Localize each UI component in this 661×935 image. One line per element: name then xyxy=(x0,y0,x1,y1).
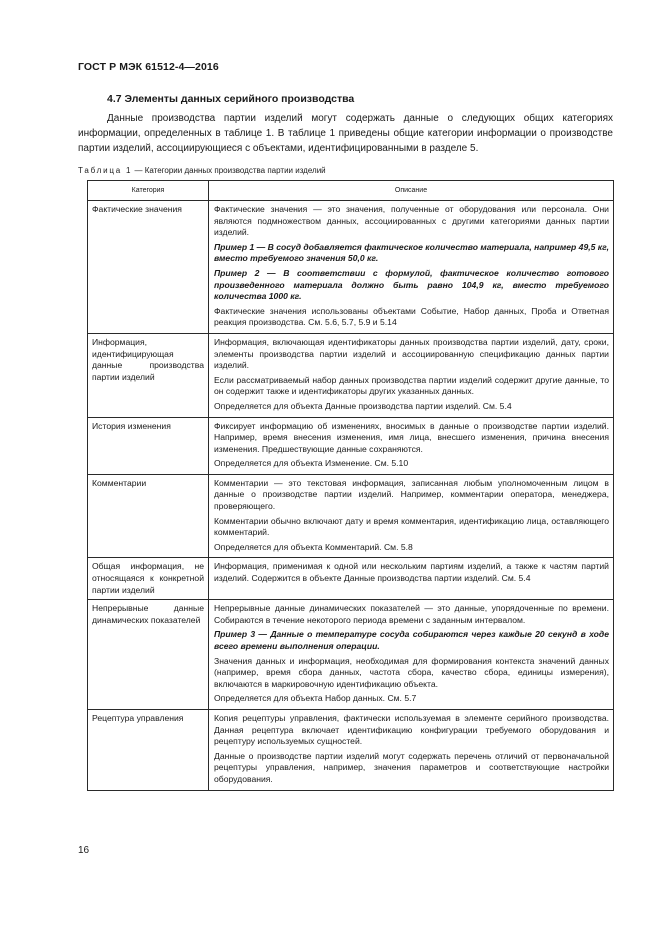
description-paragraph: Информация, включающая идентификаторы данных производства партии изделий, дату, сроки, элементы производства партии изделий и ассоциированную спецификацию данных партии изделий. xyxy=(214,336,609,371)
table-header-row xyxy=(88,181,614,201)
description-cell xyxy=(209,474,614,558)
description-paragraph: Определяется для объекта Изменение. См. 5.10 xyxy=(214,458,409,469)
table-row xyxy=(88,600,614,710)
category-cell: Рецептура управления xyxy=(88,709,209,790)
description-paragraph: Непрерывные данные динамических показателей — это данные, упорядоченные по времени. Собираются в течение некоторого периода времени с заданным интервалом. xyxy=(214,603,609,625)
table-caption-label: Таблица 1 xyxy=(78,166,133,175)
description-paragraph: Определяется для объекта Набор данных. См. 5.7 xyxy=(214,693,417,704)
description-paragraph: Комментарии — это текстовая информация, записанная любым уполномоченным лицом в данные о производстве партии изделий. Например, комментарии оператора, менеджера, проверяющего. xyxy=(214,477,609,512)
description-cell xyxy=(209,600,614,710)
table-row xyxy=(88,201,614,334)
data-categories-table xyxy=(87,180,614,791)
example-paragraph: Пример 1 — В сосуд добавляется фактическое количество материала, например 49,5 кг, вместо требуемого значения 50,0 кг. xyxy=(214,241,609,264)
category-cell: История изменения xyxy=(88,417,209,474)
description-paragraph: Копия рецептуры управления, фактически используемая в элементе серийного производства. Данная рецептура включает идентификацию конфигурации требуемого оборудования и рецептуру используемых сущностей. xyxy=(214,712,609,747)
description-paragraph: Фактические значения — это значения, полученные от оборудования или персонала. Они являются подмножеством данных, ассоциированных с другими категориями данных партии изделий. xyxy=(214,204,609,238)
example-paragraph: Пример 2 — В соответствии с формулой, фактическое количество готового произведенного материала должно быть равно 104,9 кг, вместо требуемого количества 1000 кг. xyxy=(214,267,609,302)
description-paragraph: Фактические значения использованы объектами Событие, Набор данных, Проба и Ответная реакция производства. См. 5.6, 5.7, 5.9 и 5.14 xyxy=(214,305,609,328)
table-row xyxy=(88,709,614,790)
table-row xyxy=(88,333,614,417)
description-cell xyxy=(209,558,614,600)
category-cell: Общая информация, не относящаяся к конкретной партии изделий xyxy=(88,558,209,600)
description-paragraph: Значения данных и информация, необходимая для формирования контекста значений данных (например, время сбора данных, частота сбора, качество сбора, единицы измерения), включаются в маркировочную идентификацию объекта. xyxy=(214,655,609,689)
description-cell xyxy=(209,333,614,417)
document-header: ГОСТ Р МЭК 61512-4—2016 xyxy=(78,61,219,73)
description-cell xyxy=(209,201,614,334)
description-paragraph: Информация, применимая к одной или нескольким партиям изделий, а также к частям партий изделий. Содержится в объекте Данные производства партии изделий. См. 5.4 xyxy=(214,561,609,584)
section-title: 4.7 Элементы данных серийного производства xyxy=(107,93,355,105)
description-paragraph: Комментарии обычно включают дату и время комментария, идентификацию лица, оставляющего комментарий. xyxy=(214,515,609,538)
category-cell: Комментарии xyxy=(88,474,209,558)
table-row xyxy=(88,417,614,474)
example-paragraph: Пример 3 — Данные о температуре сосуда собираются через каждые 20 секунд в ходе всего времени выполнения операции. xyxy=(214,629,609,651)
table-row xyxy=(88,558,614,600)
section-intro-paragraph: Данные производства партии изделий могут содержать данные о следующих общих категориях информации, определенных в таблице 1. В таблице 1 приведены общие категории информации о производстве партии изделий, ассоциирующиеся с объектами, идентифицированными в разделе 5. xyxy=(78,113,613,154)
description-cell xyxy=(209,417,614,474)
category-cell: Информация, идентифицирующая данные производства партии изделий xyxy=(88,333,209,417)
table-caption xyxy=(78,166,326,175)
description-paragraph: Если рассматриваемый набор данных производства партии изделий содержит другие данные, то он содержит также и идентификаторы других указанных данных. xyxy=(214,374,609,397)
column-header-category: Категория xyxy=(88,181,209,201)
description-paragraph: Данные о производстве партии изделий могут содержать перечень отличий от первоначальной рецептуры управления, например, значения параметров и соответствующие настройки оборудования. xyxy=(214,750,609,784)
description-cell xyxy=(209,709,614,790)
description-paragraph: Фиксирует информацию об изменениях, вносимых в данные о производстве партии изделий. Например, время внесения изменения, имя лица, внесшего изменения, причина внесения изменения. Предшествующие данные сохраняются. xyxy=(214,420,609,454)
column-header-description: Описание xyxy=(209,181,614,201)
description-paragraph: Определяется для объекта Данные производства партии изделий. См. 5.4 xyxy=(214,400,512,411)
page-number: 16 xyxy=(78,845,90,856)
description-paragraph: Определяется для объекта Комментарий. См. 5.8 xyxy=(214,541,413,552)
category-cell: Непрерывные данные динамических показателей xyxy=(88,600,209,710)
table-row xyxy=(88,474,614,558)
table-caption-text: — Категории данных производства партии изделий xyxy=(132,166,326,175)
category-cell: Фактические значения xyxy=(88,201,209,334)
